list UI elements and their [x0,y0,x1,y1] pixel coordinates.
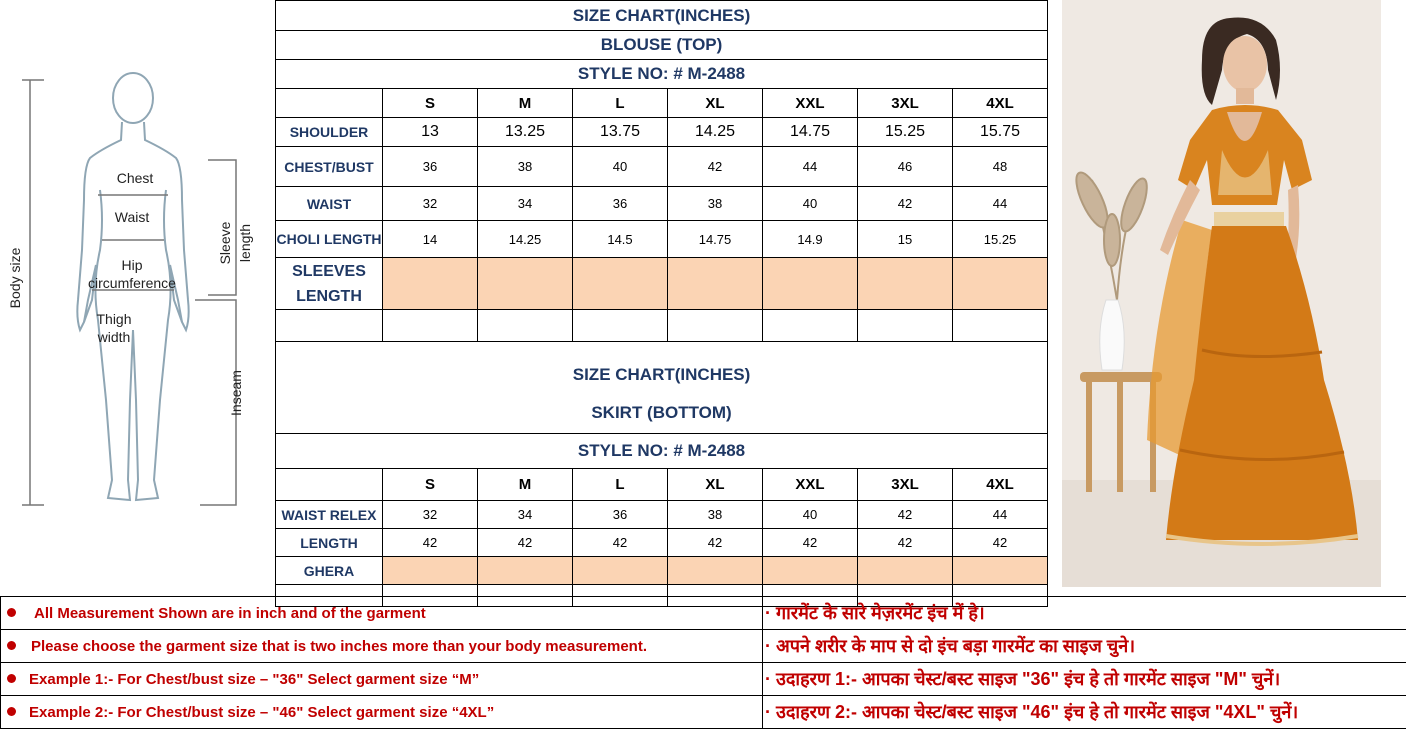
bullet-icon [7,707,16,716]
empty-highlight-cell [573,557,668,585]
size-chart [275,0,1047,597]
table-cell: 42 [858,501,953,529]
empty-highlight-cell [573,258,668,310]
sleeve-label-line1: Sleeve [217,221,233,264]
note-hindi-text: · अपने शरीर के माप से दो इंच बड़ा गारमेंट का साइज चुने। [765,636,1135,656]
size-header: 4XL [953,89,1048,118]
empty-highlight-cell [953,258,1048,310]
size-header: S [383,89,478,118]
size-header: XL [668,89,763,118]
table-cell: 14.75 [668,221,763,258]
skirt-size-header-row [276,469,1048,501]
table-cell: 42 [668,147,763,187]
ghera-row [276,557,1048,585]
size-header: L [573,89,668,118]
blouse-style-no: STYLE NO: # M-2488 [276,60,1048,89]
hip-label-line1: Hip [121,257,142,273]
waist-label: Waist [115,209,150,225]
table-cell: 40 [763,187,858,221]
table-cell: 14.25 [668,118,763,147]
row-label: GHERA [276,557,383,585]
row-label: SHOULDER [276,118,383,147]
empty-highlight-cell [383,258,478,310]
empty-highlight-cell [953,557,1048,585]
sleeves-label-line1: SLEEVES [292,263,366,280]
row-label: WAIST [276,187,383,221]
size-header: M [478,89,573,118]
note-english [1,663,763,696]
empty-highlight-cell [383,557,478,585]
table-cell: 14.5 [573,221,668,258]
sleeves-length-row [276,258,1048,310]
notes-table [0,596,1406,729]
table-row [276,529,1048,557]
table-cell: 15 [858,221,953,258]
table-cell: 42 [953,529,1048,557]
size-header: 3XL [858,469,953,501]
note-english-text: All Measurement Shown are in inch and of the garment [34,605,426,622]
table-cell: 38 [478,147,573,187]
table-row [276,187,1048,221]
inseam-label: Inseam [228,370,244,416]
table-cell: 44 [763,147,858,187]
sleeves-label-line2: LENGTH [296,288,362,305]
table-cell: 42 [763,529,858,557]
table-cell: 42 [478,529,573,557]
table-cell: 15.75 [953,118,1048,147]
table-cell: 34 [478,187,573,221]
skirt-style-no: STYLE NO: # M-2488 [276,434,1048,469]
size-header: 4XL [953,469,1048,501]
empty-highlight-cell [668,258,763,310]
blouse-size-header-row [276,89,1048,118]
table-cell: 14.75 [763,118,858,147]
empty-highlight-cell [763,557,858,585]
skirt-chart-title: SIZE CHART(INCHES) [276,342,1048,394]
row-label: LENGTH [276,529,383,557]
table-row [276,118,1048,147]
size-header: M [478,469,573,501]
table-cell: 42 [383,529,478,557]
table-cell: 42 [858,187,953,221]
chest-label: Chest [117,170,154,186]
table-cell: 36 [573,187,668,221]
size-header: L [573,469,668,501]
body-size-label: Body size [7,247,23,308]
note-english-text: Example 1:- For Chest/bust size – "36" Select garment size “M” [29,671,479,688]
note-english [1,630,763,663]
table-cell: 13.25 [478,118,573,147]
thigh-label-line1: Thigh [96,311,131,327]
table-cell: 13 [383,118,478,147]
note-row [1,630,1406,663]
skirt-subtitle: SKIRT (BOTTOM) [276,394,1048,434]
empty-row [276,310,1048,342]
table-cell: 36 [573,501,668,529]
blouse-chart-title: SIZE CHART(INCHES) [276,1,1048,31]
table-row [276,501,1048,529]
table-cell: 13.75 [573,118,668,147]
table-cell: 15.25 [953,221,1048,258]
empty-highlight-cell [478,557,573,585]
table-cell: 32 [383,501,478,529]
bullet-icon [7,608,16,617]
empty-highlight-cell [478,258,573,310]
hip-label-line2: circumference [88,275,176,291]
table-cell: 40 [573,147,668,187]
table-cell: 14.9 [763,221,858,258]
note-english-text: Example 2:- For Chest/bust size – "46" Select garment size “4XL” [29,704,494,721]
table-cell: 34 [478,501,573,529]
bullet-icon [7,674,16,683]
note-hindi [763,630,1406,663]
note-hindi-text: · गारमेंट के सारे मेज़रमेंट इंच में हे। [765,603,985,623]
table-cell: 15.25 [858,118,953,147]
table-cell: 42 [858,529,953,557]
table-row [276,221,1048,258]
thigh-label-line2: width [97,329,131,345]
table-cell: 40 [763,501,858,529]
body-measurement-diagram [0,0,275,597]
table-cell: 44 [953,187,1048,221]
row-label: WAIST RELEX [276,501,383,529]
bullet-icon [7,641,16,650]
table-cell: 42 [573,529,668,557]
product-photo [1062,0,1381,587]
table-cell: 36 [383,147,478,187]
size-header: XL [668,469,763,501]
table-cell: 44 [953,501,1048,529]
size-chart-table [275,0,1048,607]
row-label: CHEST/BUST [276,147,383,187]
table-cell: 14.25 [478,221,573,258]
empty-highlight-cell [858,258,953,310]
empty-highlight-cell [668,557,763,585]
empty-highlight-cell [763,258,858,310]
row-label: CHOLI LENGTH [276,221,383,258]
size-header: XXL [763,89,858,118]
empty-cell [276,89,383,118]
size-header: S [383,469,478,501]
size-header: XXL [763,469,858,501]
blouse-subtitle: BLOUSE (TOP) [276,31,1048,60]
model-lehenga-illustration [1062,0,1381,587]
note-english [1,597,763,630]
sleeve-label-line2: length [237,224,253,262]
row-label [276,258,383,310]
note-row [1,597,1406,630]
table-cell: 46 [858,147,953,187]
table-row [276,147,1048,187]
table-cell: 38 [668,187,763,221]
table-cell: 32 [383,187,478,221]
note-hindi-text: · उदाहरण 1:- आपका चेस्ट/बस्ट साइज "36" इंच हे तो गारमेंट साइज "M" चुनें। [765,669,1280,689]
table-cell: 48 [953,147,1048,187]
note-english-text: Please choose the garment size that is two inches more than your body measurement. [31,638,647,655]
empty-cell [276,469,383,501]
empty-highlight-cell [858,557,953,585]
table-cell: 38 [668,501,763,529]
note-hindi-text: · उदाहरण 2:- आपका चेस्ट/बस्ट साइज "46" इंच हे तो गारमेंट साइज "4XL" चुनें। [765,702,1298,722]
table-cell: 42 [668,529,763,557]
body-outline-illustration [0,0,275,597]
size-guide-notes [0,596,1406,724]
note-row [1,663,1406,696]
note-hindi [763,663,1406,696]
size-header: 3XL [858,89,953,118]
table-cell: 14 [383,221,478,258]
note-hindi [763,597,1406,630]
